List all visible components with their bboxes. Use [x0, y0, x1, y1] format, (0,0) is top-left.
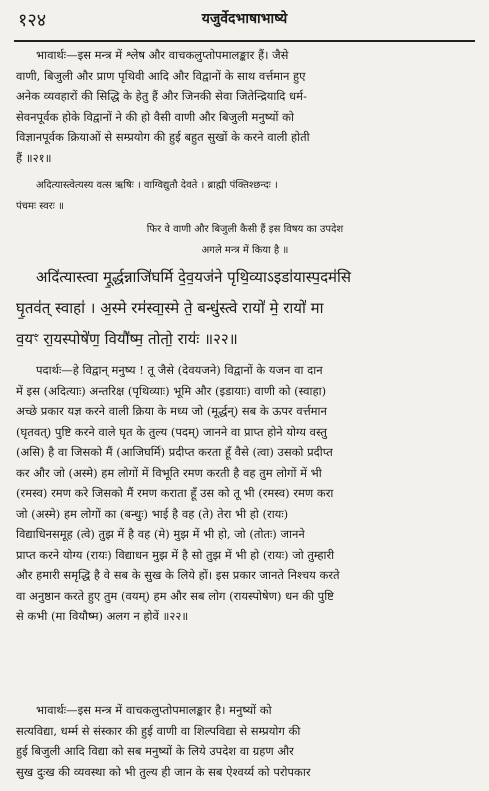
text-line: वाणी, बिजुली और प्राण पृथिवी आदि और विद्वानों के साथ वर्त्तमान हुए: [16, 68, 306, 83]
mantra-line: अदि॑त्यास्त्वा मू॒र्द्धन्नाजि॑घर्मि दे॒व॒यज॑ने पृथि॒व्याऽइडा॑यास्प॒दम॑सि: [36, 268, 352, 286]
mantra: [16, 262, 474, 355]
text-line: हैं ॥२१॥: [16, 150, 52, 165]
header-rule: [14, 40, 475, 42]
text-line: (असि) है वा जिसको मैं (आजिघर्मि) प्रदीप्त करता हूँ वैसे (त्वा) उसको प्रदीप्त: [16, 445, 333, 459]
text-line: वा अनुष्ठान करते हुए तुम (वयम्) हम और सब लोग (रायस्पोषेण) धन की पुष्टि: [16, 588, 334, 603]
text-line: फिर वे वाणी और बिजुली कैसी हैं इस विषय का उपदेश: [146, 224, 344, 235]
page-number: १२४: [18, 10, 47, 31]
page-header: [0, 0, 489, 46]
text-line: अच्छे प्रकार यज्ञ करने वाली क्रिया के मध्य जो (मूर्द्धन्) सब के ऊपर वर्त्तमान: [16, 404, 327, 418]
running-title: यजुर्वेदभाषाभाष्ये: [201, 11, 288, 27]
text-line: पदार्थः—हे विद्वान् मनुष्य ! तू जैसे (देवयजने) विद्वानों के यजन वा दान: [36, 363, 323, 377]
mantra-line: घृ॒तव॑त् स्वाहा॑ । अ॒स्मे रम॑स्वा॒स्मे ते॒ बन्धु॑स्त्वे रायो॑ मे॒ रायो॑ मा: [16, 299, 324, 317]
text-line: भावार्थः—इस मन्त्र में वाचकलुप्तोपमालङ्कार है। मनुष्यों को: [36, 703, 272, 717]
text-line: से कभी (मा वियौष्म) अलग न होवें ॥२२॥: [16, 609, 189, 623]
text-line: प्राप्त करने योग्य (रायः) विद्याधन मुझ में है सो तुझ में भी हो (रायः) जो तुम्हारी: [16, 547, 335, 562]
text-line: हुई बिजुली आदि विद्या को सब मनुष्यों के लिये उपदेश वा ग्रहण और: [16, 744, 294, 758]
text-line: भावार्थः—इस मन्त्र में श्लेष और वाचकलुप्तोपमालङ्कार हैं। जैसे: [36, 48, 289, 62]
text-line: में इस (अदित्याः) अन्तरिक्ष (पृथिव्याः) भूमि और (इडायाः) वाणी को (स्वाहा): [16, 383, 327, 398]
bhavartha-1: [16, 45, 474, 168]
text-line: जो (अस्मे) हम लोगों का (बन्धुः) भाई है वह (ते) तेरा भी हो (रायः): [16, 506, 289, 521]
text-line: विज्ञानपूर्वक क्रियाओं से सम्प्रयोग की हुई बहुत सुखों के करने वाली होती: [16, 130, 310, 144]
text-line: अगले मन्त्र में किया है ॥: [201, 244, 289, 256]
text-line: (घृतवत्) पुष्टि करने वाले घृत के तुल्य (पदम्) जानने वा प्राप्त होने योग्य वस्तु: [16, 424, 327, 439]
text-line: अनेक व्यवहारों की सिद्धि के हेतु हैं और जिनकी सेवा जितेन्द्रियादि धर्म-: [16, 89, 307, 103]
mantra-line: व॒यꣳ रा॒यस्पोषे॑ण॒ वियौ॑ष्म॒ तोतो॒ रायः॑ ॥२२॥: [16, 330, 238, 348]
bhavartha-2: [16, 700, 474, 782]
text-line: विद्याधिनसमूह (त्वे) तुझ में है वह (मे) मुझ में भी हो, जो (तोतः) जानने: [16, 527, 305, 541]
rishi-devata-line: [16, 176, 474, 217]
text-line: अदित्यास्त्वेत्यस्य वत्स ऋषिः । वाग्विद्युतौ देवते । ब्राह्मी पंक्तिश्छन्दः ।: [36, 180, 278, 191]
text-line: और हमारी समृद्धि है वे सब के सुख के लिये हों। इस प्रकार जानते निश्चय करते: [16, 568, 340, 582]
text-line: कर और जो (अस्मे) हम लोगों में विभूति रमण करती है वह तुम लोगों में भी: [16, 465, 322, 480]
text-line: पंचमः स्वरः ॥: [16, 200, 64, 212]
text-line: सुख दुःख की व्यवस्था को भी तुल्य ही जान के सब ऐश्वर्य्य को परोपकार: [16, 764, 311, 779]
intro: [16, 220, 474, 261]
text-line: सेवनपूर्वक होके विद्वानों ने की हो वैसी वाणी और बिजुली मनुष्यों को: [16, 109, 294, 124]
text-line: सत्यविद्या, धर्म्म से संस्कार की हुई वाणी वा शिल्पविद्या से सम्प्रयोग की: [16, 723, 301, 738]
text-line: (रमस्व) रमण करे जिसको मैं रमण कराता हूँ उस को तू भी (रमस्व) रमण करा: [16, 486, 334, 500]
padartha: [16, 360, 474, 627]
